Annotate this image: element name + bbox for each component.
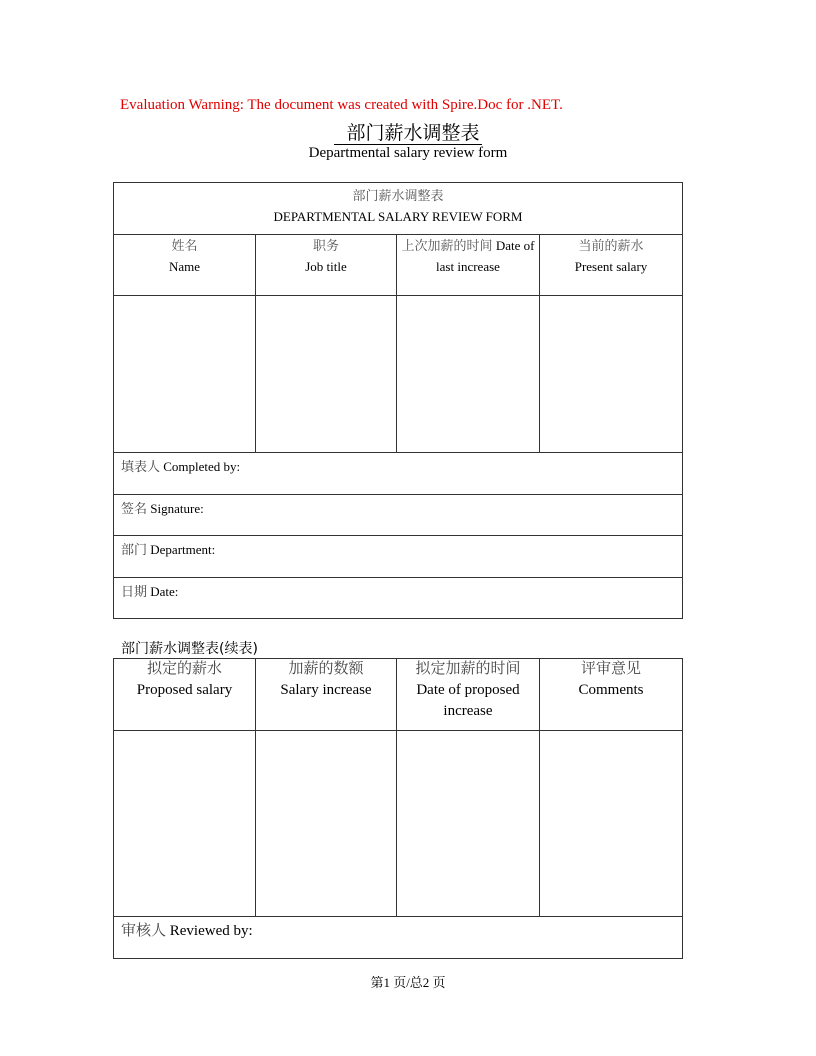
column-header-proposed-salary: 拟定的薪水 Proposed salary [114, 659, 256, 731]
reviewed-by-field[interactable]: 审核人 Reviewed by: [114, 917, 683, 959]
last-increase-cell[interactable] [397, 296, 540, 453]
column-header-name: 姓名 Name [114, 235, 256, 296]
column-header-present-salary: 当前的薪水 Present salary [540, 235, 683, 296]
page-title: 部门薪水调整表 [0, 118, 816, 145]
proposed-date-cell[interactable] [397, 731, 540, 917]
column-header-proposed-date: 拟定加薪的时间 Date of proposed increase [397, 659, 540, 731]
salary-increase-cell[interactable] [256, 731, 397, 917]
column-header-comments: 评审意见 Comments [540, 659, 683, 731]
column-header-last-increase: 上次加薪的时间 Date of last increase [397, 235, 540, 296]
comments-cell[interactable] [540, 731, 683, 917]
column-header-salary-increase: 加薪的数额 Salary increase [256, 659, 397, 731]
page-number: 第1 页/总2 页 [370, 975, 446, 990]
signature-field[interactable]: 签名 Signature: [114, 495, 683, 536]
present-salary-cell[interactable] [540, 296, 683, 453]
salary-review-continuation-table [113, 658, 683, 959]
date-field[interactable]: 日期 Date: [114, 578, 683, 619]
evaluation-warning: Evaluation Warning: The document was created with Spire.Doc for .NET. [120, 97, 563, 113]
name-cell[interactable] [114, 296, 256, 453]
column-header-job-title: 职务 Job title [256, 235, 397, 296]
page-subtitle: Departmental salary review form [308, 145, 508, 161]
job-title-cell[interactable] [256, 296, 397, 453]
department-field[interactable]: 部门 Department: [114, 536, 683, 578]
completed-by-field[interactable]: 填表人 Completed by: [114, 453, 683, 495]
table-heading: 部门薪水调整表 DEPARTMENTAL SALARY REVIEW FORM [114, 183, 683, 235]
salary-review-table [113, 182, 683, 619]
proposed-salary-cell[interactable] [114, 731, 256, 917]
continuation-heading: 部门薪水调整表(续表) [121, 641, 258, 657]
